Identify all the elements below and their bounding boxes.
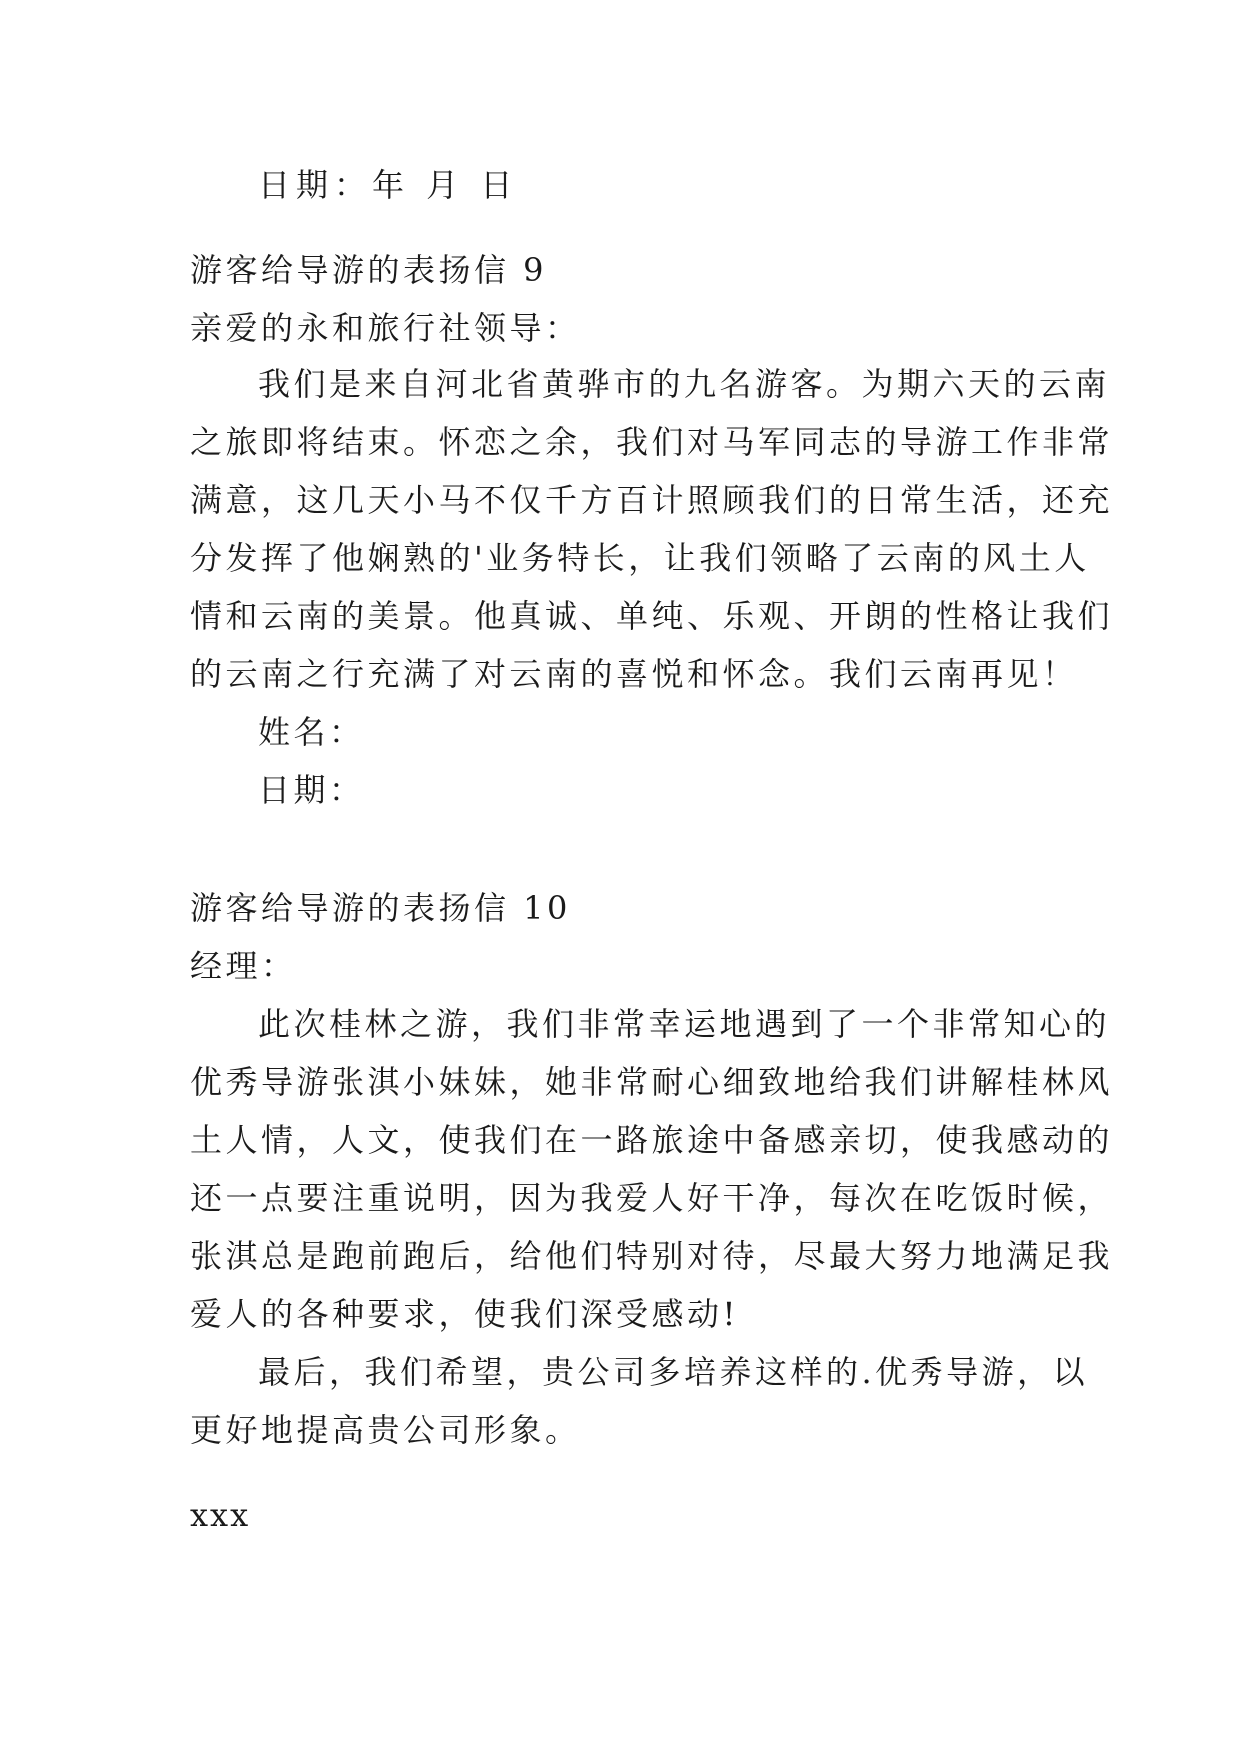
letter9-title: 游客给导游的表扬信 9 bbox=[190, 251, 548, 289]
letter10-closing-line: 更好地提高贵公司形象。 bbox=[190, 1411, 581, 1449]
letter10-body-line: 土人情，人文，使我们在一路旅途中备感亲切，使我感动的 bbox=[190, 1121, 1114, 1159]
letter10-signature: xxx bbox=[190, 1496, 251, 1534]
letter10-salutation: 经理： bbox=[190, 947, 297, 985]
letter9-date-label: 日期： bbox=[258, 771, 365, 809]
letter9-name-label: 姓名： bbox=[258, 713, 365, 751]
letter10-body-line: 优秀导游张淇小妹妹，她非常耐心细致地给我们讲解桂林风 bbox=[190, 1063, 1114, 1101]
letter9-salutation: 亲爱的永和旅行社领导： bbox=[190, 309, 581, 347]
letter9-body-line: 情和云南的美景。他真诚、单纯、乐观、开朗的性格让我们 bbox=[190, 597, 1114, 635]
letter9-body-line: 之旅即将结束。怀恋之余，我们对马军同志的导游工作非常 bbox=[190, 423, 1114, 461]
letter10-body-line: 还一点要注重说明，因为我爱人好干净，每次在吃饭时候， bbox=[190, 1179, 1114, 1217]
letter10-body-line: 爱人的各种要求，使我们深受感动! bbox=[190, 1295, 739, 1333]
letter9-body-line: 我们是来自河北省黄骅市的九名游客。为期六天的云南 bbox=[258, 365, 1111, 403]
letter10-body-line: 此次桂林之游，我们非常幸运地遇到了一个非常知心的 bbox=[258, 1005, 1111, 1043]
letter9-body-line: 满意，这几天小马不仅千方百计照顾我们的日常生活，还充 bbox=[190, 481, 1114, 519]
date-line: 日期：年 月 日 bbox=[258, 166, 519, 204]
letter9-body-line: 分发挥了他娴熟的'业务特长，让我们领略了云南的风土人 bbox=[190, 539, 1090, 577]
letter10-body-line: 张淇总是跑前跑后，给他们特别对待，尽最大努力地满足我 bbox=[190, 1237, 1114, 1275]
letter9-body-line: 的云南之行充满了对云南的喜悦和怀念。我们云南再见！ bbox=[190, 655, 1078, 693]
letter10-closing-line: 最后，我们希望，贵公司多培养这样的.优秀导游，以 bbox=[258, 1353, 1089, 1391]
letter10-title: 游客给导游的表扬信 10 bbox=[190, 889, 571, 927]
